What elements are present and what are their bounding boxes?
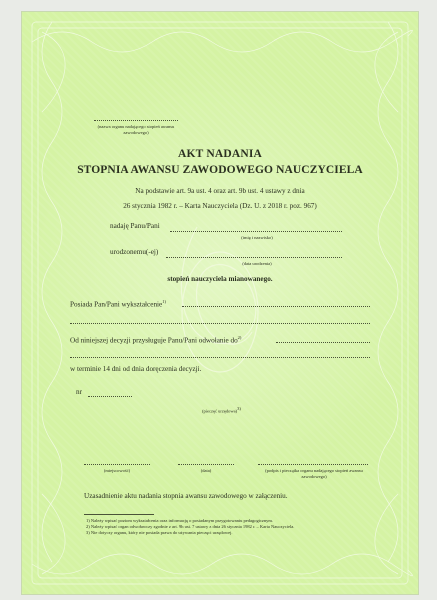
- place-field[interactable]: [84, 464, 150, 465]
- signer-hint: (podpis i pieczątka organu nadającego stopień awansu zawodowego): [265, 468, 363, 479]
- authority-name-line[interactable]: [94, 120, 178, 121]
- appeal-label-text: Od niniejszej decyzji przysługuje Panu/Pani odwołanie do: [70, 336, 238, 345]
- decision-number-field[interactable]: [88, 396, 132, 397]
- authority-name-hint: (nazwa organu nadającego stopień awansu zawodowego): [97, 124, 175, 135]
- justification-text: Uzasadnienie aktu nadania stopnia awansu zawodowego w załączeniu.: [84, 492, 288, 500]
- footnote-2: 2) Należy wpisać organ odwoławczy zgodnie z art. 9h ust. 7 ustawy z dnia 26 stycznia 1982 r. – Karta Nauczyciela.: [86, 524, 295, 529]
- place-hint: (miejscowość): [103, 468, 131, 473]
- recipient-label: nadaję Panu/Pani: [110, 222, 160, 230]
- birth-label: urodzonemu(-ej): [110, 248, 159, 256]
- date-field[interactable]: [178, 464, 234, 465]
- legal-basis-line-1: Na podstawie art. 9a ust. 4 oraz art. 9b ust. 4 ustawy z dnia: [135, 187, 305, 195]
- degree-text: stopień nauczyciela mianowanego.: [167, 275, 273, 283]
- appeal-field-line-2[interactable]: [70, 357, 370, 358]
- signature-field[interactable]: [258, 464, 368, 465]
- footnotes-separator: [84, 514, 154, 515]
- education-field-line-2[interactable]: [70, 323, 370, 324]
- footnote-3: 3) Nie dotyczy organu, który nie posiada prawa do używania pieczęci urzędowej.: [86, 530, 233, 535]
- seal-hint-text: (pieczęć urzędowa): [202, 408, 238, 414]
- appeal-label: [70, 333, 241, 345]
- footnote-ref-1: 1): [162, 299, 166, 304]
- footnote-ref-3: 3): [237, 406, 241, 411]
- recipient-name-hint: (imię i nazwisko): [241, 235, 273, 240]
- birth-date-hint: (data urodzenia): [242, 261, 272, 266]
- education-label-text: Posiada Pan/Pani wykształcenie: [70, 300, 163, 309]
- deadline-text: w terminie 14 dni od dnia doręczenia decyzji.: [70, 365, 202, 373]
- legal-basis-line-2: 26 stycznia 1982 r. – Karta Nauczyciela (Dz. U. z 2018 r. poz. 967): [123, 202, 317, 210]
- certificate-page: [22, 12, 418, 594]
- seal-hint: [202, 406, 241, 414]
- footnote-1: 1) Należy wpisać poziom wykształcenia oraz informację o posiadanym przygotowaniu pedagogicznym.: [86, 518, 274, 523]
- number-label: nr: [76, 388, 82, 396]
- birth-date-field[interactable]: [166, 257, 342, 258]
- date-hint: (data): [200, 468, 212, 473]
- education-label: [70, 297, 166, 309]
- recipient-name-field[interactable]: [170, 231, 342, 232]
- document-subtitle: STOPNIA AWANSU ZAWODOWEGO NAUCZYCIELA: [77, 164, 363, 176]
- document-title: AKT NADANIA: [177, 148, 263, 160]
- appeal-field-line-1[interactable]: [276, 342, 370, 343]
- footnote-ref-2: 2): [237, 335, 242, 340]
- education-field-line-1[interactable]: [182, 306, 370, 307]
